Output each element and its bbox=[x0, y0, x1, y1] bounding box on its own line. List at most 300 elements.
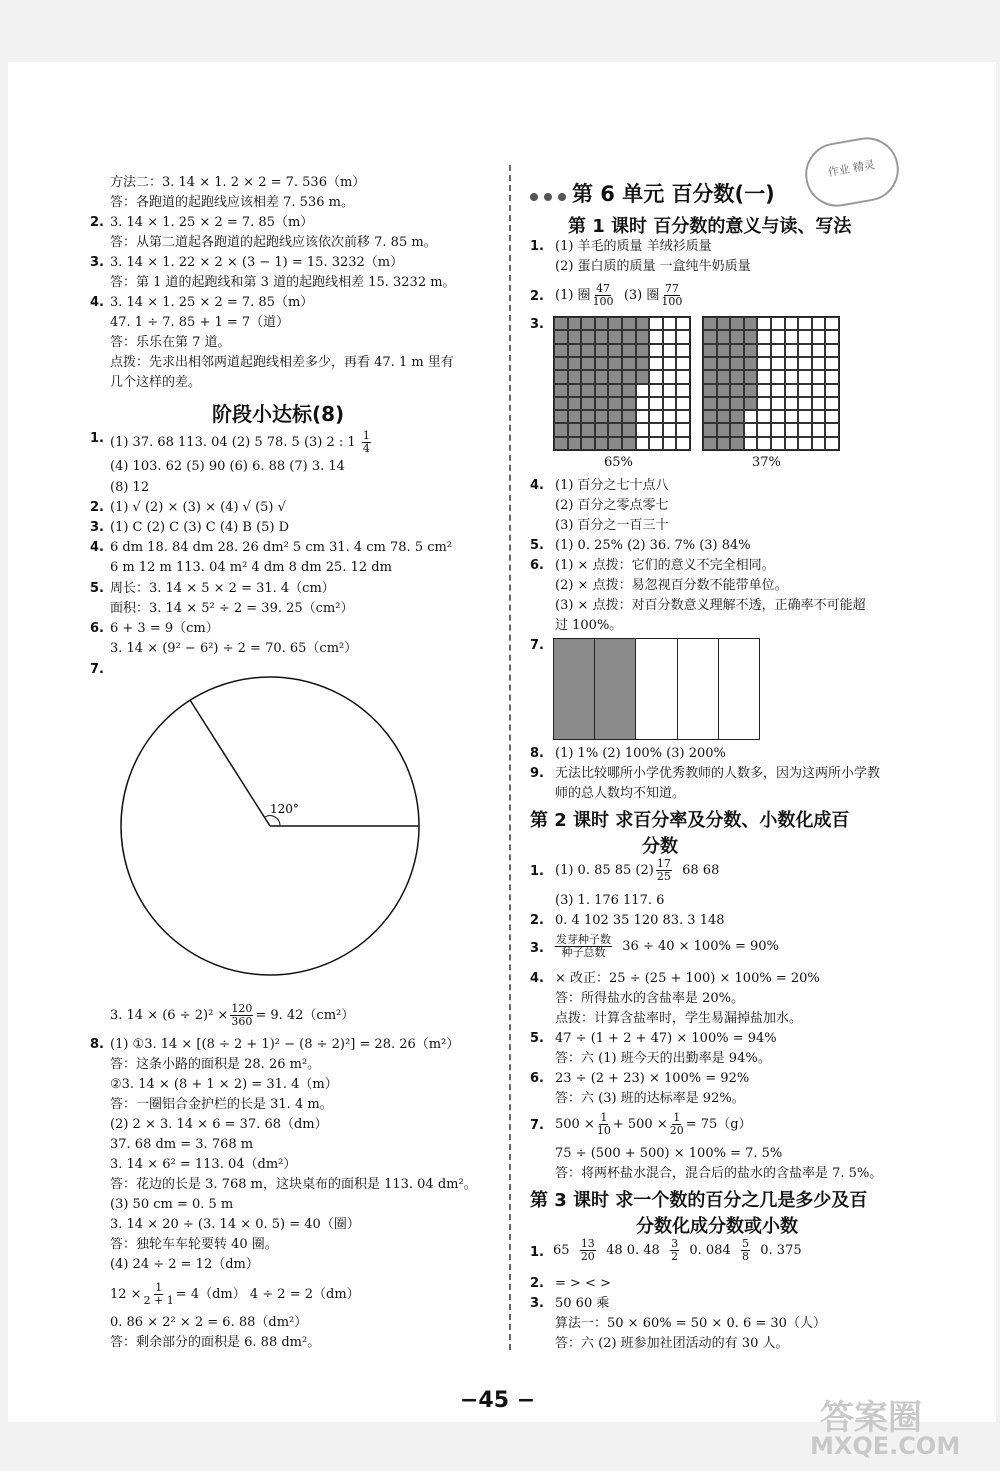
grid2-cell bbox=[798, 397, 812, 410]
r-num-1: 1. bbox=[530, 239, 544, 254]
grid2-cell bbox=[771, 397, 785, 410]
l3q1-a: 65 bbox=[553, 1243, 570, 1258]
grid2-cell bbox=[785, 344, 799, 357]
left-line-9: 点拨：先求出相邻两道起跑线相差多少，再看 47. 1 m 里有 bbox=[110, 355, 454, 370]
grid2-cell bbox=[757, 344, 771, 357]
grid2-cell bbox=[730, 344, 744, 357]
r6-line-1: (2) × 点拨：易忽视百分数不能带单位。 bbox=[555, 578, 788, 593]
r-num-2: 2. bbox=[530, 289, 544, 304]
l2q7-f1-den: 10 bbox=[596, 1124, 611, 1137]
grid2-cell bbox=[757, 317, 771, 330]
q6-line-a: 6 + 3 = 9（cm） bbox=[110, 621, 219, 636]
grid1-cell bbox=[554, 410, 568, 423]
l2-num-7: 7. bbox=[530, 1118, 544, 1133]
grid2-cell bbox=[757, 397, 771, 410]
grid2-cell bbox=[757, 330, 771, 343]
r9-line-a: 无法比较哪所小学优秀教师的人数多，因为这两所小学教 bbox=[555, 766, 881, 781]
grid2-cell bbox=[717, 423, 731, 436]
grid2-cell bbox=[730, 437, 744, 450]
l2q3-line bbox=[553, 934, 779, 959]
grid1-cell bbox=[581, 384, 595, 397]
q7-fraction bbox=[230, 1003, 253, 1028]
l3q1-f3-den: 8 bbox=[742, 1250, 749, 1263]
q1-text-a: (1) 37. 68 113. 04 (2) 5 78. 5 (3) 2 : 1 bbox=[110, 435, 356, 450]
q7-calc-text: 3. 14 × (6 ÷ 2)² × bbox=[110, 1008, 229, 1023]
grid2-cell bbox=[825, 410, 839, 423]
grid1-cell bbox=[568, 437, 582, 450]
grid2-cell bbox=[703, 357, 717, 370]
stage-title: 阶段小达标(8) bbox=[212, 402, 345, 426]
grid1-cell bbox=[663, 384, 677, 397]
grid2-cell bbox=[717, 384, 731, 397]
unit-title-text: 第 6 单元 百分数(一) bbox=[572, 182, 775, 206]
r-num-8: 8. bbox=[530, 746, 544, 761]
q8-line-0: (1) ①3. 14 × [(8 ÷ 2 + 1)² − (8 ÷ 2)²] = 28. 26（m²） bbox=[110, 1037, 460, 1052]
q8-frac-num: 1 bbox=[155, 1281, 163, 1294]
grid1-cell bbox=[676, 384, 690, 397]
grid1-cell bbox=[581, 397, 595, 410]
grid1-cell bbox=[608, 330, 622, 343]
grid1-cell bbox=[676, 397, 690, 410]
l3q1-f2-num: 3 bbox=[671, 1237, 679, 1250]
grid2-cell bbox=[703, 397, 717, 410]
grid2-cell bbox=[744, 330, 758, 343]
q-num-3: 3. bbox=[90, 520, 104, 535]
grid2-cell bbox=[717, 397, 731, 410]
grid2-cell bbox=[812, 423, 826, 436]
l3q1-b: 48 0. 48 bbox=[606, 1243, 660, 1258]
grid1-cell bbox=[568, 357, 582, 370]
l2q7-text-c: = 75（g） bbox=[685, 1117, 752, 1132]
grid1-cell bbox=[595, 410, 609, 423]
q7-calc-tail: = 9. 42（cm²） bbox=[255, 1008, 355, 1023]
grid1-cell bbox=[581, 317, 595, 330]
grid1-cell bbox=[636, 370, 650, 383]
grid2-cell bbox=[730, 384, 744, 397]
q8-line-8: (3) 50 cm = 0. 5 m bbox=[110, 1197, 234, 1212]
grid2-cell bbox=[798, 384, 812, 397]
l2q7-fraction-2 bbox=[670, 1112, 684, 1137]
grid1-cell bbox=[649, 370, 663, 383]
q8-line-6: 3. 14 × 6² = 113. 04（dm²） bbox=[110, 1157, 297, 1172]
grid1-cell bbox=[554, 437, 568, 450]
grid2-cell bbox=[703, 330, 717, 343]
left-line-8: 答：乐乐在第 7 道。 bbox=[110, 335, 231, 350]
grid2-cell bbox=[785, 370, 799, 383]
grid2-cell bbox=[744, 357, 758, 370]
grid1-cell bbox=[581, 344, 595, 357]
num-2: 2. bbox=[90, 215, 104, 230]
l3q1-f3-num: 5 bbox=[742, 1237, 749, 1250]
grid2-cell bbox=[785, 410, 799, 423]
r-num-9: 9. bbox=[530, 766, 544, 781]
grid2-cell bbox=[771, 410, 785, 423]
grid1-cell bbox=[676, 357, 690, 370]
grid1-cell bbox=[554, 397, 568, 410]
lesson2-title-a: 第 2 课时 求百分率及分数、小数化成百 bbox=[530, 810, 850, 831]
grid1-cell bbox=[554, 330, 568, 343]
grid1-cell bbox=[608, 344, 622, 357]
grid1-cell bbox=[649, 410, 663, 423]
grid1-cell bbox=[581, 357, 595, 370]
q-num-1: 1. bbox=[90, 431, 104, 446]
r2-text-a: (1) 圈 bbox=[555, 288, 591, 303]
grid1-cell bbox=[581, 410, 595, 423]
grid1-cell bbox=[581, 330, 595, 343]
grid1-cell bbox=[649, 384, 663, 397]
grid1-cell bbox=[636, 317, 650, 330]
l2q4-line-2: 点拨：计算含盐率时，学生易漏掉盐加水。 bbox=[555, 1011, 803, 1026]
l2q1-text: (1) 0. 85 85 (2) bbox=[555, 863, 654, 878]
r1-line-b: (2) 蛋白质的质量 一盒纯牛奶质量 bbox=[555, 259, 751, 274]
l3-num-2: 2. bbox=[530, 1276, 544, 1291]
grid1-cell bbox=[595, 397, 609, 410]
r1-line-a: (1) 羊毛的质量 羊绒衫质量 bbox=[555, 239, 712, 254]
radius-slanted bbox=[190, 700, 270, 826]
q8-line-10: 答：独轮车车轮要转 40 圈。 bbox=[110, 1237, 278, 1252]
grid2-cell bbox=[703, 317, 717, 330]
grid2-cell bbox=[812, 357, 826, 370]
grid2-cell bbox=[785, 357, 799, 370]
r4-line-1: (2) 百分之零点零七 bbox=[555, 498, 669, 513]
r4-line-2: (3) 百分之一百三十 bbox=[555, 518, 669, 533]
q4-line-b: 6 m 12 m 113. 04 m² 4 dm 8 dm 25. 12 dm bbox=[110, 560, 392, 575]
l2q1-fraction bbox=[656, 858, 672, 883]
grid1-cell bbox=[649, 437, 663, 450]
grid1-cell bbox=[595, 423, 609, 436]
r5-line: (1) 0. 25% (2) 36. 7% (3) 84% bbox=[555, 538, 751, 553]
grid1-cell bbox=[622, 397, 636, 410]
grid1-cell bbox=[581, 423, 595, 436]
l2q3-frac-num: 发芽种子数 bbox=[556, 933, 611, 946]
q6-line-b: 3. 14 × (9² − 6²) ÷ 2 = 70. 65（cm²） bbox=[110, 641, 358, 656]
l2-num-3: 3. bbox=[530, 941, 544, 956]
grid2-cell bbox=[744, 397, 758, 410]
grid2-cell bbox=[812, 330, 826, 343]
l2q2-line: 0. 4 102 35 120 83. 3 148 bbox=[555, 913, 725, 928]
r2-frac2-num: 77 bbox=[664, 282, 679, 295]
grid2-cell bbox=[703, 437, 717, 450]
q7-frac-num: 120 bbox=[231, 1002, 253, 1015]
grid2-cell bbox=[703, 384, 717, 397]
l3q2-line: = > < > bbox=[555, 1276, 611, 1291]
r2-fraction-1 bbox=[593, 283, 614, 308]
grid1-cell bbox=[608, 317, 622, 330]
grid1-cell bbox=[622, 384, 636, 397]
grid1-cell bbox=[568, 330, 582, 343]
l2q7-f2-num: 1 bbox=[673, 1111, 681, 1124]
grid1-cell bbox=[676, 437, 690, 450]
grid1-cell bbox=[636, 344, 650, 357]
grid2-cell bbox=[825, 423, 839, 436]
grid2-cell bbox=[744, 437, 758, 450]
grid1-cell bbox=[554, 344, 568, 357]
l2q7-line-c: 答：将两杯盐水混合，混合后的盐水的含盐率是 7. 5%。 bbox=[555, 1166, 883, 1181]
q1-fraction bbox=[362, 430, 371, 455]
grid1-cell bbox=[636, 397, 650, 410]
r6-line-0: (1) × 点拨：它们的意义不完全相同。 bbox=[555, 558, 775, 573]
q-num-7: 7. bbox=[90, 662, 104, 677]
grid2-cell bbox=[717, 330, 731, 343]
grid2-cell bbox=[812, 384, 826, 397]
grid1-cell bbox=[649, 317, 663, 330]
grid1-cell bbox=[581, 370, 595, 383]
q8-line-3: 答：一圈铝合金护栏的长是 31. 4 m。 bbox=[110, 1097, 333, 1112]
circle-diagram bbox=[105, 675, 435, 995]
grid2-cell bbox=[703, 344, 717, 357]
q1-line-b: (4) 103. 62 (5) 90 (6) 6. 88 (7) 3. 14 bbox=[110, 459, 345, 474]
l2q7-line-a bbox=[555, 1112, 752, 1137]
lesson1-title: 第 1 课时 百分数的意义与读、写法 bbox=[568, 216, 852, 237]
grid1-cell bbox=[649, 423, 663, 436]
grid2-cell bbox=[812, 317, 826, 330]
q2-line: (1) √ (2) × (3) × (4) √ (5) √ bbox=[110, 500, 286, 515]
grid2-cell bbox=[717, 410, 731, 423]
grid1-cell bbox=[622, 317, 636, 330]
grid1-cell bbox=[568, 397, 582, 410]
grid2-cell bbox=[771, 384, 785, 397]
grid1-cell bbox=[663, 437, 677, 450]
grid1-cell bbox=[636, 423, 650, 436]
grid2-cell bbox=[785, 397, 799, 410]
q7-frac-den: 360 bbox=[231, 1015, 253, 1028]
grid2-cell bbox=[798, 370, 812, 383]
grid2-cell bbox=[744, 384, 758, 397]
left-line-2: 3. 14 × 1. 25 × 2 = 7. 85（m） bbox=[110, 215, 314, 230]
lesson3-title-a: 第 3 课时 求一个数的百分之几是多少及百 bbox=[530, 1190, 868, 1211]
grid2-cell bbox=[771, 344, 785, 357]
grid1-cell bbox=[622, 410, 636, 423]
grid2-cell bbox=[730, 410, 744, 423]
grid2-cell bbox=[771, 437, 785, 450]
grid2-cell bbox=[771, 330, 785, 343]
grid1-cell bbox=[608, 437, 622, 450]
stamp-text: 作业 精灵 bbox=[826, 158, 876, 180]
grid1-cell bbox=[622, 423, 636, 436]
l2q3-tail: 36 ÷ 40 × 100% = 90% bbox=[622, 939, 779, 954]
l2q7-line-b: 75 ÷ (500 + 500) × 100% = 7. 5% bbox=[555, 1146, 783, 1161]
grid2-cell bbox=[771, 370, 785, 383]
grid2-cell bbox=[744, 344, 758, 357]
grid1-cell bbox=[663, 410, 677, 423]
left-line-6: 3. 14 × 1. 25 × 2 = 7. 85（m） bbox=[110, 295, 314, 310]
grid2-cell bbox=[825, 330, 839, 343]
grid2-cell bbox=[744, 410, 758, 423]
l3-num-1: 1. bbox=[530, 1245, 544, 1260]
grid1-cell bbox=[676, 317, 690, 330]
r9-line-b: 师的总人数均不知道。 bbox=[555, 786, 686, 801]
grid1-cell bbox=[554, 357, 568, 370]
l2q6-line-1: 答：六 (3) 班的达标率是 92%。 bbox=[555, 1091, 745, 1106]
r2-text-b: (3) 圈 bbox=[623, 288, 660, 303]
grid2-cell bbox=[785, 437, 799, 450]
l2q7-fraction-1 bbox=[597, 1112, 611, 1137]
angle-label: 120° bbox=[270, 802, 299, 816]
r8-line: (1) 1% (2) 100% (3) 200% bbox=[555, 746, 726, 761]
l3q3-line-a: 50 60 乘 bbox=[555, 1296, 610, 1311]
grid1-cell bbox=[663, 317, 677, 330]
grid2-cell bbox=[744, 423, 758, 436]
column-divider bbox=[509, 165, 511, 1350]
grid1-cell bbox=[568, 384, 582, 397]
q7-calc-line bbox=[110, 1003, 354, 1028]
q8-line-4: (2) 2 × 3. 14 × 6 = 37. 68（dm） bbox=[110, 1117, 328, 1132]
grid2-cell bbox=[730, 397, 744, 410]
left-line-3: 答：从第二道起各跑道的起跑线应该依次前移 7. 85 m。 bbox=[110, 235, 437, 250]
q8-frac-den: 2 + 1 bbox=[143, 1294, 174, 1307]
r2-frac1-num: 47 bbox=[596, 282, 611, 295]
grid1-cell bbox=[595, 437, 609, 450]
q-num-6: 6. bbox=[90, 621, 104, 636]
grid2-cell bbox=[744, 370, 758, 383]
grid1-cell bbox=[595, 344, 609, 357]
grid2-cell bbox=[717, 357, 731, 370]
grid2-cell bbox=[757, 437, 771, 450]
q1-line-a bbox=[110, 430, 373, 455]
grid2-cell bbox=[771, 423, 785, 436]
grid2-cell bbox=[703, 423, 717, 436]
l2q7-f1-num: 1 bbox=[600, 1111, 608, 1124]
l2-num-1: 1. bbox=[530, 864, 544, 879]
grid2-cell bbox=[812, 410, 826, 423]
r-num-5: 5. bbox=[530, 538, 544, 553]
grid2-cell bbox=[798, 330, 812, 343]
grid2-cell bbox=[825, 370, 839, 383]
grid2-cell bbox=[825, 344, 839, 357]
grid2-cell bbox=[730, 357, 744, 370]
grid1-cell bbox=[568, 370, 582, 383]
grid2-cell bbox=[730, 317, 744, 330]
grid1-cell bbox=[608, 370, 622, 383]
q8-line-12 bbox=[110, 1282, 360, 1307]
grid1-cell bbox=[608, 410, 622, 423]
unit-title bbox=[530, 178, 775, 208]
l2q6-line-0: 23 ÷ (2 + 23) × 100% = 92% bbox=[555, 1071, 750, 1086]
grid1-cell bbox=[568, 317, 582, 330]
grid1-cell bbox=[622, 357, 636, 370]
l3q1-fraction-3 bbox=[741, 1238, 750, 1263]
q8-line-13: 0. 86 × 2² × 2 = 6. 88（dm²） bbox=[110, 1315, 308, 1330]
grid1-cell bbox=[568, 344, 582, 357]
grid2-cell bbox=[825, 437, 839, 450]
grid2-cell bbox=[703, 370, 717, 383]
grid2-cell bbox=[812, 370, 826, 383]
grid2-cell bbox=[744, 317, 758, 330]
q8-line-5: 37. 68 dm = 3. 768 m bbox=[110, 1137, 254, 1152]
l2q7-text-b: + 500 × bbox=[612, 1117, 668, 1132]
bar-segment bbox=[678, 639, 719, 739]
grid1-label: 65% bbox=[604, 455, 633, 470]
bar-segment bbox=[554, 639, 595, 739]
left-line-1: 答：各跑道的起跑线应该相差 7. 536 m。 bbox=[110, 195, 354, 210]
grid2-cell bbox=[812, 437, 826, 450]
hundred-grid-37 bbox=[702, 316, 840, 451]
q8-line-14: 答：剩余部分的面积是 6. 88 dm²。 bbox=[110, 1335, 321, 1350]
l2q3-fraction bbox=[555, 934, 612, 959]
grid1-cell bbox=[649, 357, 663, 370]
l2q5-line-1: 答：六 (1) 班今天的出勤率是 94%。 bbox=[555, 1051, 771, 1066]
grid1-cell bbox=[663, 370, 677, 383]
grid2-cell bbox=[730, 370, 744, 383]
l2q1-line-a bbox=[555, 858, 719, 883]
l3q1-line bbox=[553, 1238, 802, 1263]
grid1-cell bbox=[649, 397, 663, 410]
l2-num-5: 5. bbox=[530, 1031, 544, 1046]
grid2-cell bbox=[798, 357, 812, 370]
lesson2-title-b: 分数 bbox=[642, 836, 678, 857]
grid2-cell bbox=[717, 437, 731, 450]
q8-line-2: ②3. 14 × (8 + 1 × 2) = 31. 4（m） bbox=[110, 1077, 338, 1092]
grid2-cell bbox=[730, 423, 744, 436]
r2-frac1-den: 100 bbox=[592, 295, 614, 308]
grid2-cell bbox=[785, 317, 799, 330]
bar-segment bbox=[719, 639, 759, 739]
grid2-cell bbox=[798, 437, 812, 450]
q-num-8: 8. bbox=[90, 1037, 104, 1052]
q-num-2: 2. bbox=[90, 500, 104, 515]
grid1-cell bbox=[636, 357, 650, 370]
l3q1-f2-den: 2 bbox=[671, 1250, 679, 1263]
grid1-cell bbox=[649, 330, 663, 343]
grid2-cell bbox=[825, 397, 839, 410]
q1-frac-den: 4 bbox=[362, 442, 370, 455]
r-num-3: 3. bbox=[530, 317, 544, 332]
grid2-cell bbox=[798, 423, 812, 436]
left-line-7: 47. 1 ÷ 7. 85 + 1 = 7（道） bbox=[110, 315, 290, 330]
grid2-cell bbox=[757, 410, 771, 423]
bar-segment bbox=[636, 639, 677, 739]
num-3: 3. bbox=[90, 255, 104, 270]
q4-line-a: 6 dm 18. 84 dm 28. 26 dm² 5 cm 31. 4 cm 78. 5 cm² bbox=[110, 540, 453, 555]
grid2-label: 37% bbox=[752, 455, 781, 470]
grid1-cell bbox=[676, 410, 690, 423]
grid1-cell bbox=[595, 317, 609, 330]
l2q4-line-1: 答：所得盐水的含盐率是 20%。 bbox=[555, 991, 745, 1006]
l2q1-frac-num: 17 bbox=[656, 857, 671, 870]
q5-line-b: 面积：3. 14 × 5² ÷ 2 = 39. 25（cm²） bbox=[110, 601, 354, 616]
grid1-cell bbox=[608, 357, 622, 370]
l3q3-line-b: 算法一：50 × 60% = 50 × 0. 6 = 30（人） bbox=[555, 1316, 826, 1331]
l3q1-c: 0. 084 bbox=[689, 1243, 731, 1258]
grid2-cell bbox=[798, 410, 812, 423]
grid1-cell bbox=[554, 423, 568, 436]
fraction-bar bbox=[553, 638, 760, 740]
q8-last-b: = 4（dm） 4 ÷ 2 = 2（dm） bbox=[175, 1287, 360, 1302]
q8-line-1: 答：这条小路的面积是 28. 26 m²。 bbox=[110, 1057, 321, 1072]
grid1-cell bbox=[608, 423, 622, 436]
l3q3-line-c: 答：六 (2) 班参加社团活动的有 30 人。 bbox=[555, 1336, 789, 1351]
grid2-cell bbox=[798, 317, 812, 330]
q3-line: (1) C (2) C (3) C (4) B (5) D bbox=[110, 520, 290, 535]
l2q4-line-0: × 改正：25 ÷ (25 + 100) × 100% = 20% bbox=[555, 971, 820, 986]
title-dots bbox=[530, 182, 572, 206]
grid1-cell bbox=[554, 384, 568, 397]
grid2-cell bbox=[717, 370, 731, 383]
watermark-url: MXQE.COM bbox=[810, 1432, 961, 1460]
watermark-logo: 答案圈 bbox=[820, 1398, 922, 1438]
grid2-cell bbox=[771, 317, 785, 330]
q8-fraction bbox=[144, 1282, 174, 1307]
l2q7-f2-den: 20 bbox=[669, 1124, 684, 1137]
grid1-cell bbox=[568, 423, 582, 436]
l2-num-4: 4. bbox=[530, 971, 544, 986]
grid2-cell bbox=[825, 317, 839, 330]
grid2-cell bbox=[812, 397, 826, 410]
grid2-cell bbox=[812, 344, 826, 357]
l2q1-line-b: (3) 1. 176 117. 6 bbox=[555, 893, 665, 908]
l2-num-6: 6. bbox=[530, 1071, 544, 1086]
l3q1-fraction-1 bbox=[580, 1238, 596, 1263]
